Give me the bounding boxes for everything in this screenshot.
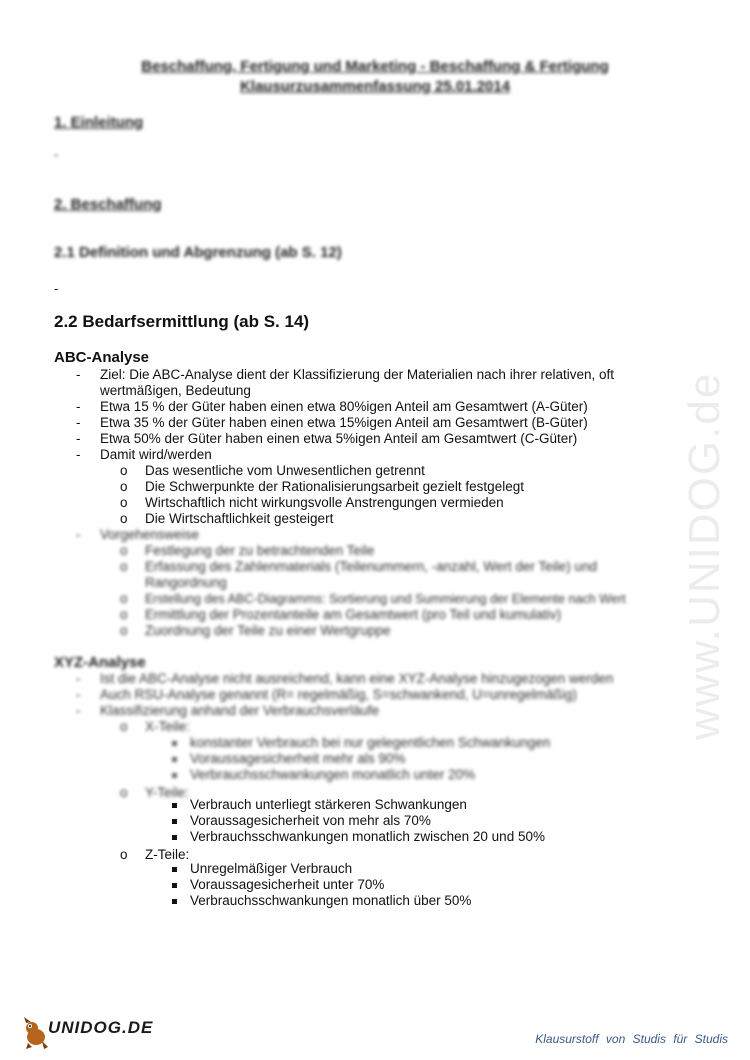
dash-marker: - [76,527,81,542]
heading-beschaffung: 2. Beschaffung [54,196,162,213]
square-bullet [172,835,177,840]
dash-marker: - [76,399,81,414]
xyz-y-label: Y-Teile: [145,785,189,800]
circle-marker: o [120,607,128,622]
square-bullet [172,819,177,824]
square-bullet [172,741,177,746]
abc-ziel-line1: Ziel: Die ABC-Analyse dient der Klassifizierung der Materialien nach ihrer relativen, oft [100,367,614,382]
square-bullet [172,757,177,762]
circle-marker: o [120,785,128,800]
abc-damit: Damit wird/werden [100,447,212,462]
unidog-logo: UNIDOG.DE [48,1018,154,1037]
abc-ziel-line2: wertmäßigen, Bedeutung [100,383,251,398]
dash-marker: - [76,367,81,382]
abc-item-c: Etwa 50% der Güter haben einen etwa 5%igen Anteil am Gesamtwert (C-Güter) [100,431,578,446]
abc-item-a: Etwa 15 % der Güter haben einen etwa 80%igen Anteil am Gesamtwert (A-Güter) [100,399,588,414]
heading-einleitung: 1. Einleitung [54,114,144,131]
dash-marker: - [54,147,59,162]
heading-definition: 2.1 Definition und Abgrenzung (ab S. 12) [54,244,342,261]
abc-sub-4: Die Wirtschaftlichkeit gesteigert [145,511,334,526]
abc-vorgehensweise: Vorgehensweise [100,527,200,542]
dash-marker: - [76,447,81,462]
xyz-y-2: Voraussagesicherheit von mehr als 70% [190,813,431,828]
doc-title-line2: Klausurzusammenfassung 25.01.2014 [239,78,511,95]
dash-marker: - [76,431,81,446]
abc-vorgehen-1: Festlegung der zu betrachtenden Teile [145,543,375,558]
heading-xyz-analyse: XYZ-Analyse [54,654,146,671]
circle-marker: o [120,479,128,494]
abc-vorgehen-3: Erstellung des ABC-Diagramms: Sortierung und Summierung der Elemente nach Wert [145,592,626,606]
circle-marker: o [120,559,128,574]
square-bullet [172,899,177,904]
dash-marker: - [76,703,81,718]
xyz-x-2: Voraussagesicherheit mehr als 90% [190,751,406,766]
abc-vorgehen-4: Ermittlung der Prozentanteile am Gesamtwert (pro Teil und kumulativ) [145,607,562,622]
square-bullet [172,773,177,778]
xyz-x-3: Verbrauchsschwankungen monatlich unter 20% [190,767,476,782]
circle-marker: o [120,463,128,478]
heading-bedarfsermittlung: 2.2 Bedarfsermittlung (ab S. 14) [54,312,310,331]
xyz-item-2: Auch RSU-Analyse genannt (R= regelmäßig, S=schwankend, U=unregelmäßig) [100,687,577,702]
dash-marker: - [76,671,81,686]
abc-vorgehen-5: Zuordnung der Teile zu einer Wertgruppe [145,623,391,638]
circle-marker: o [120,511,128,526]
dash-marker: - [76,687,81,702]
xyz-y-3: Verbrauchsschwankungen monatlich zwischen 20 und 50% [190,829,545,844]
dash-marker: - [54,281,59,296]
abc-sub-2: Die Schwerpunkte der Rationalisierungsarbeit gezielt festgelegt [145,479,524,494]
heading-abc-analyse: ABC-Analyse [54,349,150,366]
square-bullet [172,867,177,872]
circle-marker: o [120,847,128,862]
square-bullet [172,803,177,808]
xyz-item-1: Ist die ABC-Analyse nicht ausreichend, kann eine XYZ-Analyse hinzugezogen werden [100,671,614,686]
circle-marker: o [120,623,128,638]
square-bullet [172,883,177,888]
watermark: www.UNIDOG.de [680,371,729,740]
xyz-z-3: Verbrauchsschwankungen monatlich über 50% [190,893,472,908]
xyz-z-2: Voraussagesicherheit unter 70% [190,877,385,892]
circle-marker: o [120,543,128,558]
footer-tagline: Klausurstoff von Studis für Studis [535,1032,728,1046]
circle-marker: o [120,719,128,734]
dash-marker: - [76,415,81,430]
xyz-y-1: Verbrauch unterliegt stärkeren Schwankungen [190,797,467,812]
doc-title-line1: Beschaffung, Fertigung und Marketing - Beschaffung & Fertigung [141,58,609,75]
abc-vorgehen-2-line2: Rangordnung [145,575,227,590]
abc-item-b: Etwa 35 % der Güter haben einen etwa 15%igen Anteil am Gesamtwert (B-Güter) [100,415,588,430]
xyz-item-3: Klassifizierung anhand der Verbrauchsverläufe [100,703,380,718]
xyz-z-1: Unregelmäßiger Verbrauch [190,861,353,876]
abc-sub-1: Das wesentliche vom Unwesentlichen getrennt [145,463,425,478]
circle-marker: o [120,495,128,510]
abc-sub-3: Wirtschaftlich nicht wirkungsvolle Anstrengungen vermieden [145,495,504,510]
xyz-x-1: konstanter Verbrauch bei nur gelegentlichen Schwankungen [190,735,551,750]
circle-marker: o [120,591,128,606]
xyz-z-label: Z-Teile: [145,847,190,862]
xyz-x-label: X-Teile: [145,719,191,734]
abc-vorgehen-2-line1: Erfassung des Zahlenmaterials (Teilenummern, -anzahl, Wert der Teile) und [145,559,597,574]
